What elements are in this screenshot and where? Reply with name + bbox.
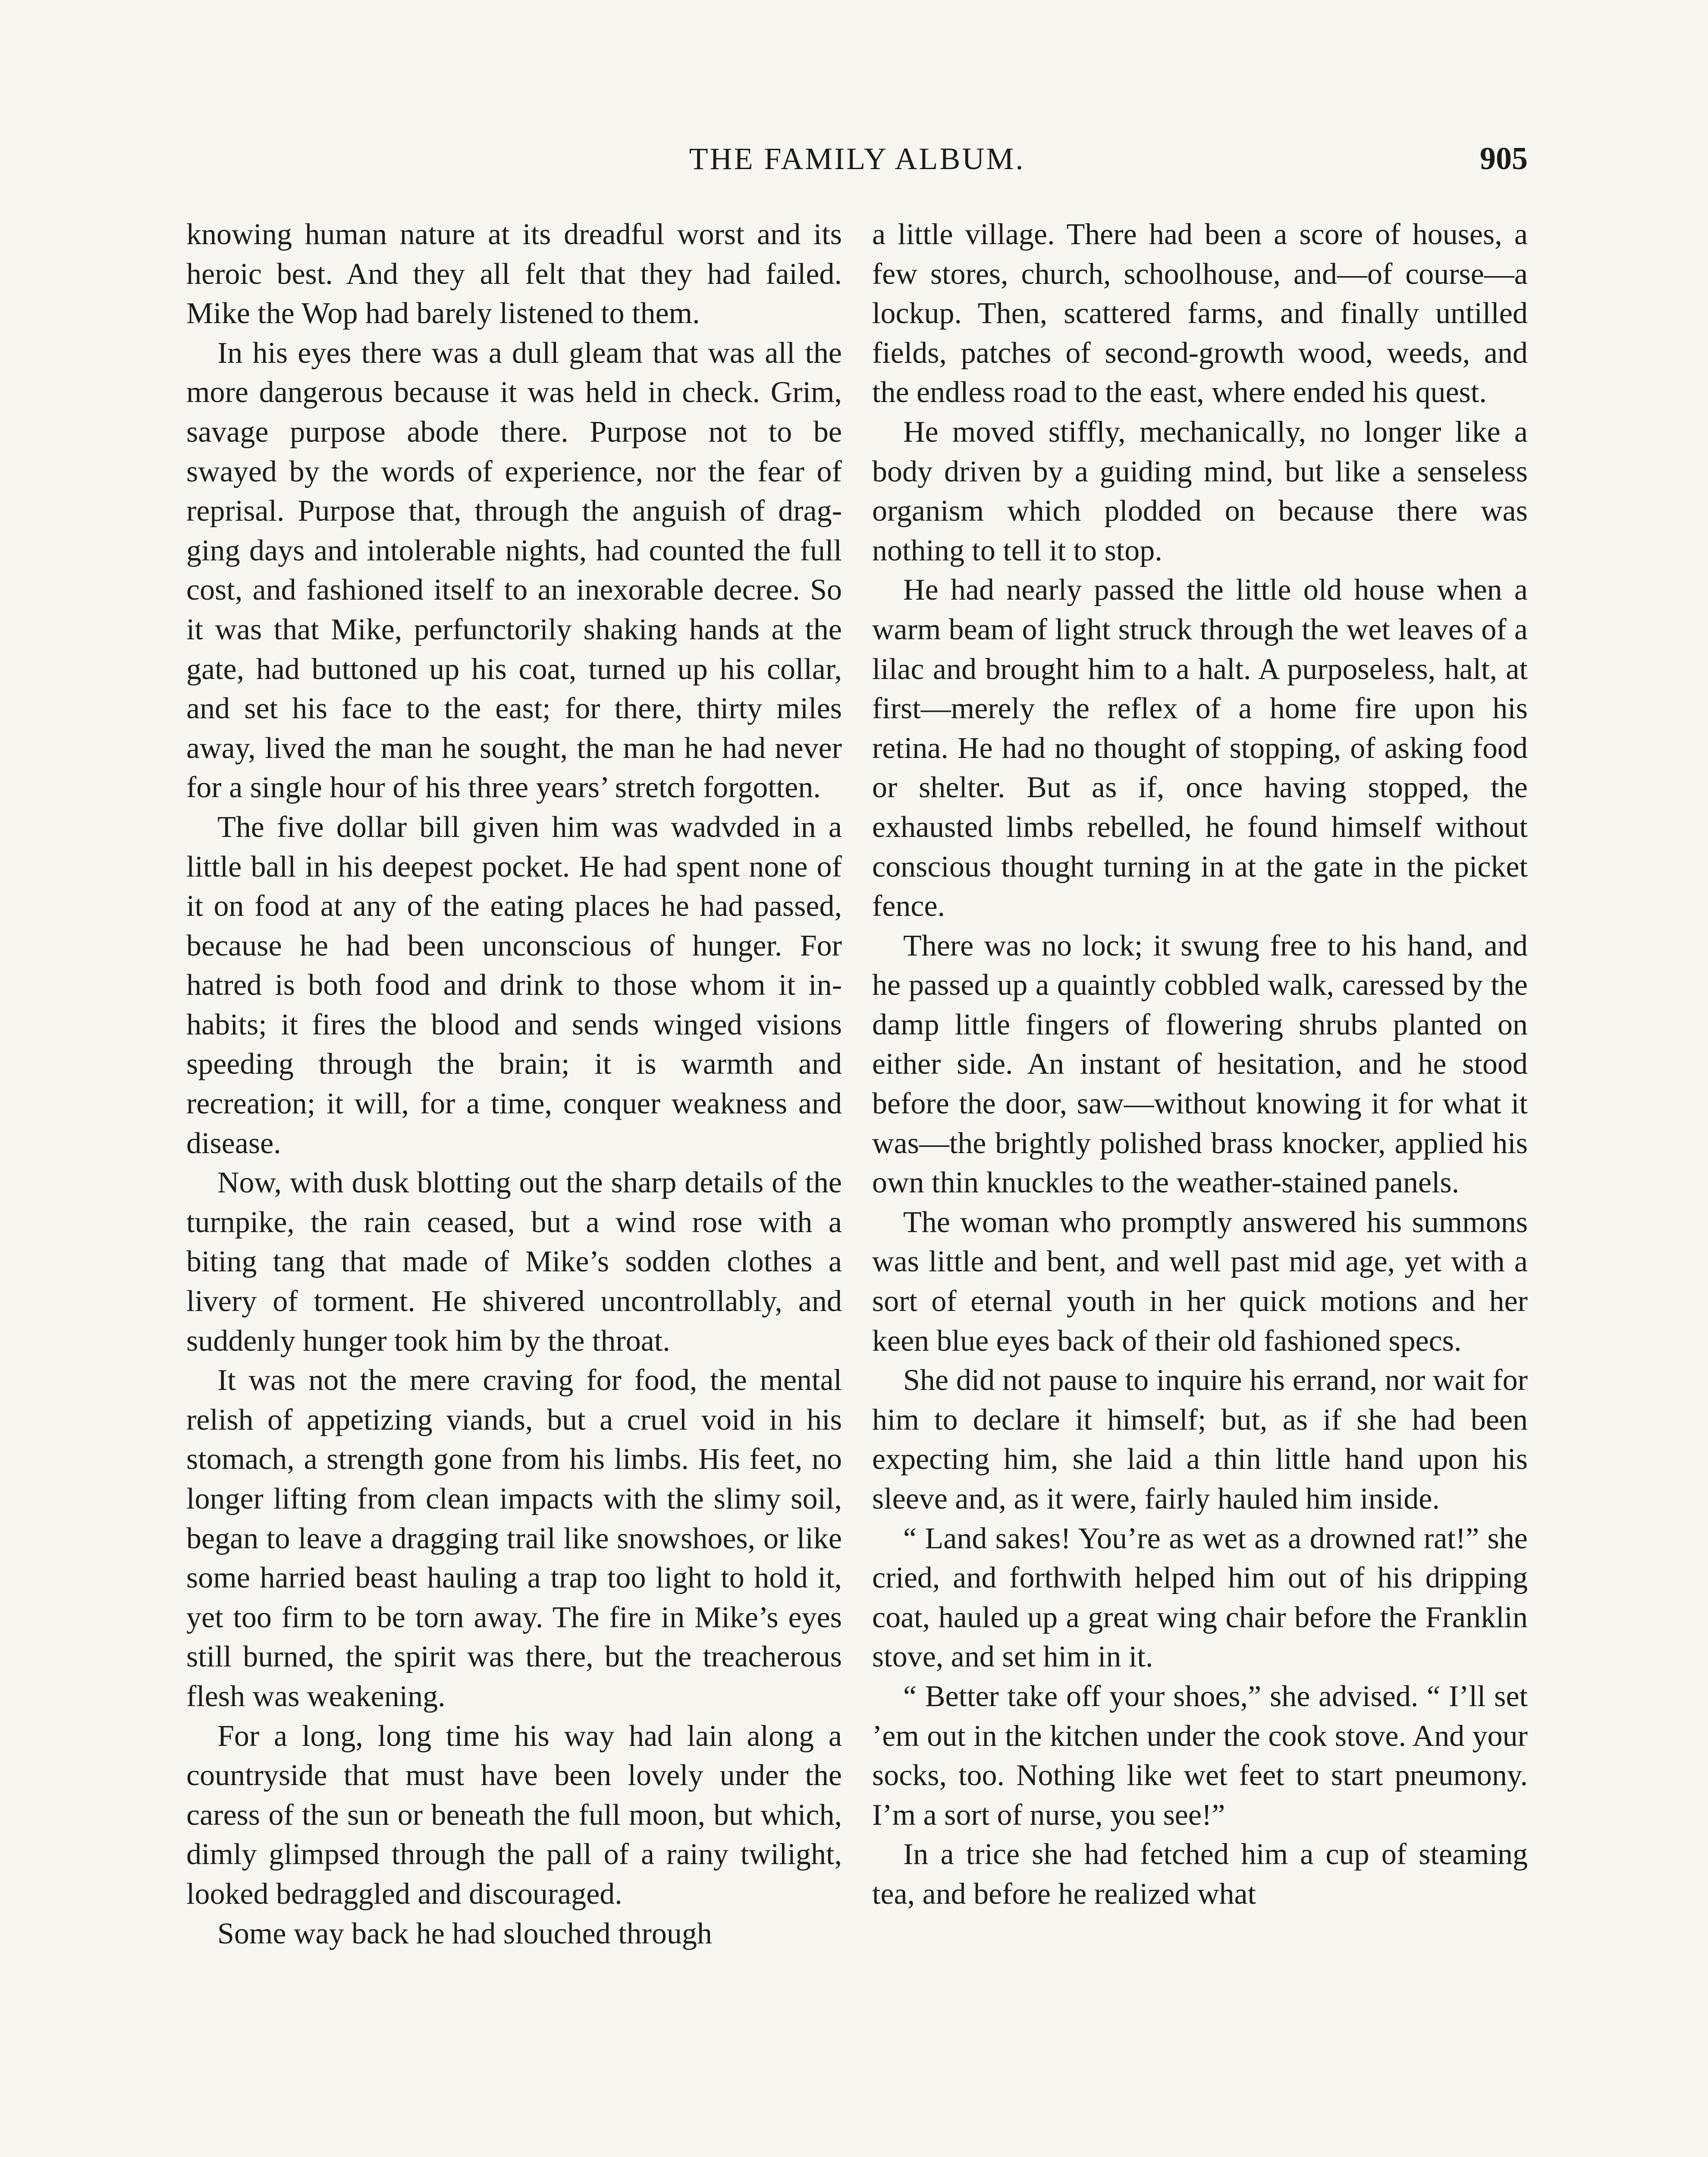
paragraph: knowing human nature at its dreadful worst and its heroic best. And they all felt that they had failed. Mike the Wop had barely listened to them. <box>186 218 842 330</box>
running-head <box>186 137 1528 180</box>
paragraph: He moved stiffly, mechanically, no longer like a body driven by a guiding mind, but like a senseless organism which plodded on because there was nothing to tell it to stop. <box>872 415 1528 567</box>
left-column <box>186 215 842 1953</box>
paragraph: In a trice she had fetched him a cup of steaming tea, and before he realized what <box>872 1838 1528 1911</box>
paragraph: Some way back he had slouched through <box>217 1917 712 1950</box>
paragraph: The five dollar bill given him was wadvded in a little ball in his deepest pocket. He had spent none of it on food at any of the eating places he had passed, because he had been unconscious of hunger. For hatred is both food and drink to those whom it inhabits; it fires the blood and sends winged visions speeding through the brain; it is warmth and recreation; it will, for a time, conquer weakness and disease. <box>186 810 842 1160</box>
right-column <box>872 215 1528 1914</box>
paragraph: He had nearly passed the little old house when a warm beam of light struck through the wet leaves of a lilac and brought him to a halt. A purposeless, halt, at first—merely the reflex of a home fire upon his retina. He had no thought of stopping, of asking food or shelter. But as if, once having stopped, the exhausted limbs rebelled, he found himself without conscious thought turning in at the gate in the picket fence. <box>872 573 1528 923</box>
paragraph: “ Better take off your shoes,” she advised. “ I’ll set ’em out in the kitchen under the cook stove. And your socks, too. Nothing like wet feet to start pneumony. I’m a sort of nurse, you see!” <box>872 1679 1528 1832</box>
paragraph: In his eyes there was a dull gleam that was all the more dangerous because it was held in check. Grim, savage purpose abode there. Purpose not to be swayed by the words of experience, nor the fear of reprisal. Purpose that, through the anguish of dragging days and intolerable nights, had counted the full cost, and fashioned itself to an inexorable decree. So it was that Mike, perfunctorily shaking hands at the gate, had buttoned up his coat, turned up his collar, and set his face to the east; for there, thirty miles away, lived the man he sought, the man he had never for a single hour of his three years’ stretch forgotten. <box>186 336 842 805</box>
paragraph: She did not pause to inquire his errand, nor wait for him to declare it himself; but, as if she had been expecting him, she laid a thin little hand upon his sleeve and, as it were, fairly hauled him inside. <box>872 1364 1528 1516</box>
paragraph: The woman who promptly answered his summons was little and bent, and well past mid age, yet with a sort of eternal youth in her quick motions and her keen blue eyes back of their old fashioned specs. <box>872 1205 1528 1358</box>
running-title: THE FAMILY ALBUM. <box>689 141 1025 176</box>
paragraph: “ Land sakes! You’re as wet as a drowned rat!” she cried, and forthwith helped him out of his dripping coat, hauled up a great wing chair before the Franklin stove, and set him in it. <box>872 1522 1528 1674</box>
page-number: 905 <box>1480 141 1528 176</box>
paragraph: Now, with dusk blotting out the sharp details of the turnpike, the rain ceased, but a wind rose with a biting tang that made of Mike’s sodden clothes a livery of torment. He shivered uncontrollably, and suddenly hunger took him by the throat. <box>186 1166 842 1358</box>
paragraph: For a long, long time his way had lain along a countryside that must have been lovely under the caress of the sun or beneath the full moon, but which, dimly glimpsed through the pall of a rainy twilight, looked bedraggled and discouraged. <box>186 1719 842 1911</box>
paragraph: It was not the mere craving for food, the mental relish of appetizing viands, but a cruel void in his stomach, a strength gone from his limbs. His feet, no longer lifting from clean impacts with the slimy soil, began to leave a dragging trail like snowshoes, or like some harried beast hauling a trap too light to hold it, yet too firm to be torn away. The fire in Mike’s eyes still burned, the spirit was there, but the treacherous flesh was weakening. <box>186 1364 842 1713</box>
paragraph: There was no lock; it swung free to his hand, and he passed up a quaintly cobbled walk, caressed by the damp little fingers of flowering shrubs planted on either side. An instant of hesitation, and he stood before the door, saw—without knowing it for what it was—the brightly polished brass knocker, applied his own thin knuckles to the weather-stained panels. <box>872 929 1528 1200</box>
paragraph: a little village. There had been a score of houses, a few stores, church, schoolhouse, and—of course—a lockup. Then, scattered farms, and finally untilled fields, patches of second-growth wood, weeds, and the endless road to the east, where ended his quest. <box>872 218 1528 409</box>
